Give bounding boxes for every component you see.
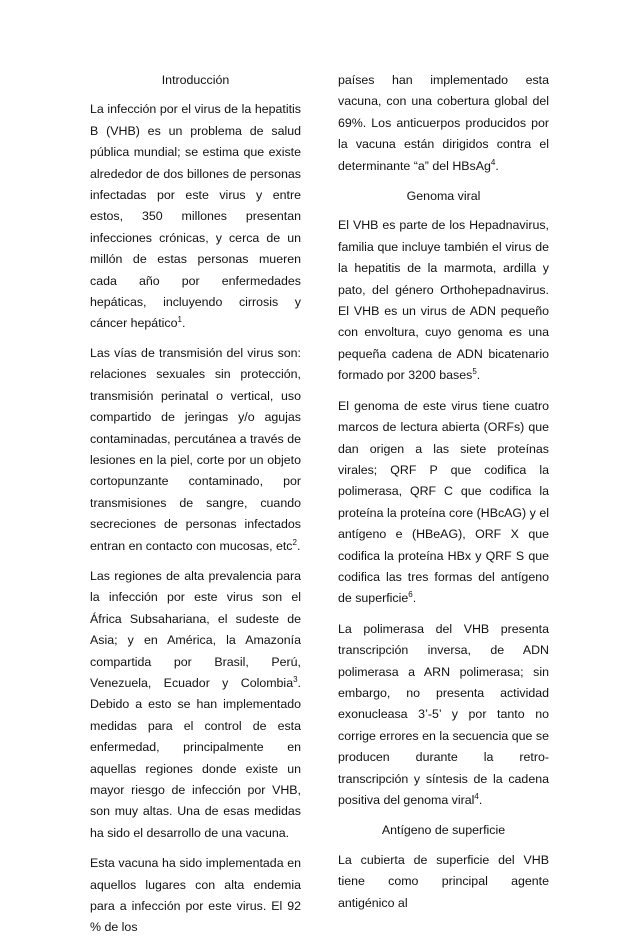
paragraph-text: El genoma de este virus tiene cuatro marcos de lectura abierta (ORFs) que dan origen a las siete proteínas virales; QRF P que codifica la polimerasa, QRF C que codifica la proteína la proteína core (HBcAG) y el antígeno e (HBeAG), ORF X que codifica la proteína HBx y QRF S que codifica las tres formas del antígeno de superficie: [338, 398, 549, 606]
paragraph-text: Las regiones de alta prevalencia para la infección por este virus son el África Subsahariana, el sudeste de Asia; y en América, la Amazonía compartida por Brasil, Perú, Venezuela, Ecuador y Colombia: [90, 568, 301, 690]
paragraph-tail: .: [296, 538, 301, 553]
right-column: [338, 70, 549, 923]
paragraph-tail: .: [181, 316, 186, 331]
paragraph-text: El VHB es parte de los Hepadnavirus, familia que incluye también el virus de la hepatitis de la marmota, ardilla y pato, del género Orthohepadnavirus. El VHB es un virus de ADN pequeño con envoltura, cuyo genoma es una pequeña cadena de ADN bicatenario formado por 3200 bases: [338, 218, 549, 383]
paragraph-text: Esta vacuna ha sido implementada en aquellos lugares con alta endemia para a infección por este virus. El 92 % de los: [90, 856, 301, 935]
section-heading-introduccion: Introducción: [161, 73, 230, 87]
paragraph: [90, 853, 301, 939]
left-column: [90, 70, 301, 948]
citation-ref: 4: [474, 791, 479, 801]
citation-ref: 4: [490, 157, 496, 167]
section-heading-genoma-viral: Genoma viral: [406, 189, 481, 204]
paragraph-tail: . Debido a esto se han implementado medidas para el control de esta enfermedad, principalmente en aquellas regiones donde existe un mayor riesgo de infección por VHB, son muy altas. Una de esas medidas ha sido el desarrollo de una vacuna.: [90, 675, 301, 840]
paragraph: [338, 70, 549, 177]
paragraph-text: La polimerasa del VHB presenta transcripción inversa, de ADN polimerasa a ARN polimerasa; sin embargo, no presenta actividad exonucleasa 3’-5’ y por tanto no corrige errores en la secuencia que se producen durante la retro-transcripción y síntesis de la cadena positiva del genoma viral: [338, 621, 549, 807]
paragraph-tail: .: [476, 368, 481, 383]
paragraph-tail: .: [412, 591, 417, 606]
paragraph: [90, 99, 301, 334]
paragraph-tail: .: [495, 158, 499, 173]
paragraph-text: La infección por el virus de la hepatitis B (VHB) es un problema de salud pública mundial; se estima que existe alrededor de dos billones de personas infectadas por este virus y entre estos, 350 millones presentan infecciones crónicas, y cerca de un millón de estas personas mueren cada año por enfermedades hepáticas, incluyendo cirrosis y cáncer hepático: [90, 102, 301, 331]
paragraph: [338, 215, 549, 386]
paragraph-text: La cubierta de superficie del VHB tiene como principal agente antigénico al: [338, 852, 549, 910]
paragraph: [90, 343, 301, 557]
paragraph-text: países han implementado esta vacuna, con una cobertura global del 69%. Los anticuerpos producidos por la vacuna están dirigidos contra el determinante “a” del HBsAg: [338, 73, 549, 173]
paragraph: [338, 396, 549, 610]
paragraph-text: Las vías de transmisión del virus son: relaciones sexuales sin protección, transmisión perinatal o vertical, uso compartido de jeringas y/o agujas contaminadas, percutánea a través de lesiones en la piel, corte por un objeto cortopunzante contaminado, por transmisiones de sangre, cuando secreciones de personas infectados entran en contacto con mucosas, etc: [90, 345, 301, 553]
citation-ref: 5: [472, 367, 477, 377]
citation-ref: 1: [177, 315, 182, 325]
citation-ref: 3: [293, 674, 298, 684]
paragraph: [338, 850, 549, 914]
citation-ref: 2: [292, 537, 297, 547]
paragraph-tail: .: [478, 793, 483, 807]
paragraph: [338, 619, 549, 812]
section-heading-antigeno-de-superficie: Antígeno de superficie: [381, 823, 506, 838]
paragraph: [90, 566, 301, 844]
citation-ref: 6: [408, 590, 413, 600]
